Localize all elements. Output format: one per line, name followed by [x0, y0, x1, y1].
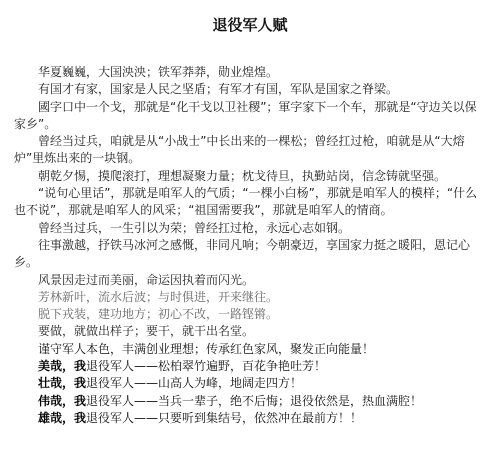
article-body: [14, 64, 488, 427]
closing-lead: 壮哉，: [38, 376, 75, 391]
closing-lead: 美哉，: [38, 359, 75, 374]
closing-text: 退役军人——只要听到集结号，依然冲在最前方！！: [86, 410, 363, 425]
paragraph: 曾经当过兵，咱就是从“小战士”中长出来的一棵松；曾经扛过枪，咱就是从“大熔炉”里炼出来的一块钢。: [14, 134, 465, 166]
closing-text: 退役军人——山高人为峰，地阔走四方！: [86, 376, 303, 391]
paragraph: 要做，就做出样子；要干，就干出名堂。: [38, 324, 255, 339]
paragraph: 國字口中一个戈，那就是“化干戈以卫社稷”；軍字家下一个车，那就是“守边关以保家乡”。: [14, 99, 477, 131]
article-title: 退役军人赋: [212, 16, 288, 34]
paragraph: 风景因走过而美丽，命运因执着而闪光。: [38, 272, 255, 287]
paragraph: 脱下戎装，建功地方；初心不改，一路铿锵。: [38, 307, 279, 322]
paragraph: 华夏巍巍，大国泱泱；铁军莽莽，勋业煌煌。: [38, 65, 279, 79]
paragraph: 芳林新叶，流水后波；与时俱进，开来继往。: [38, 289, 279, 304]
closing-text: 退役军人——当兵一辈子，绝不后悔；退役依然是，热血满腔！: [86, 393, 423, 408]
closing-line: [14, 375, 488, 392]
closing-subject: 我: [74, 359, 87, 374]
paragraph: 有国才有家，国家是人民之坚盾；有军才有国，军队是国家之脊梁。: [38, 82, 399, 97]
closing-lead: 伟哉，: [38, 393, 75, 408]
closing-lead: 雄哉，: [38, 410, 75, 425]
closing-line: [14, 410, 488, 427]
closing-text: 退役军人——松柏翠竹遍野，百花争艳吐芳！: [86, 359, 327, 374]
closing-subject: 我: [74, 393, 87, 408]
paragraph: 谨守军人本色，丰满创业理想；传承红色家风，聚发正向能量！: [38, 341, 375, 356]
paragraph: “说句心里话”，那就是咱军人的气质；“一棵小白杨”，那就是咱军人的模样；“什么也不说”，那就是咱军人的风采；“祖国需要我”，那就是咱军人的情商。: [14, 186, 478, 218]
paragraph: 曾经当过兵，一生引以为荣；曾经扛过枪，永远心志如钢。: [38, 220, 351, 235]
closing-line: [14, 393, 488, 410]
closing-subject: 我: [74, 376, 87, 391]
paragraph: 往事激越，抒铁马冰河之感慨，非同凡响；今朝豪迈，享国家力挺之暖阳，恩记心乡。: [14, 237, 471, 270]
closing-line: [14, 358, 488, 375]
paragraph: 朝乾夕惕，摸爬滚打，理想凝聚力量；枕戈待旦，执勤站岗，信念铸就坚强。: [38, 168, 447, 183]
closing-subject: 我: [74, 410, 87, 425]
